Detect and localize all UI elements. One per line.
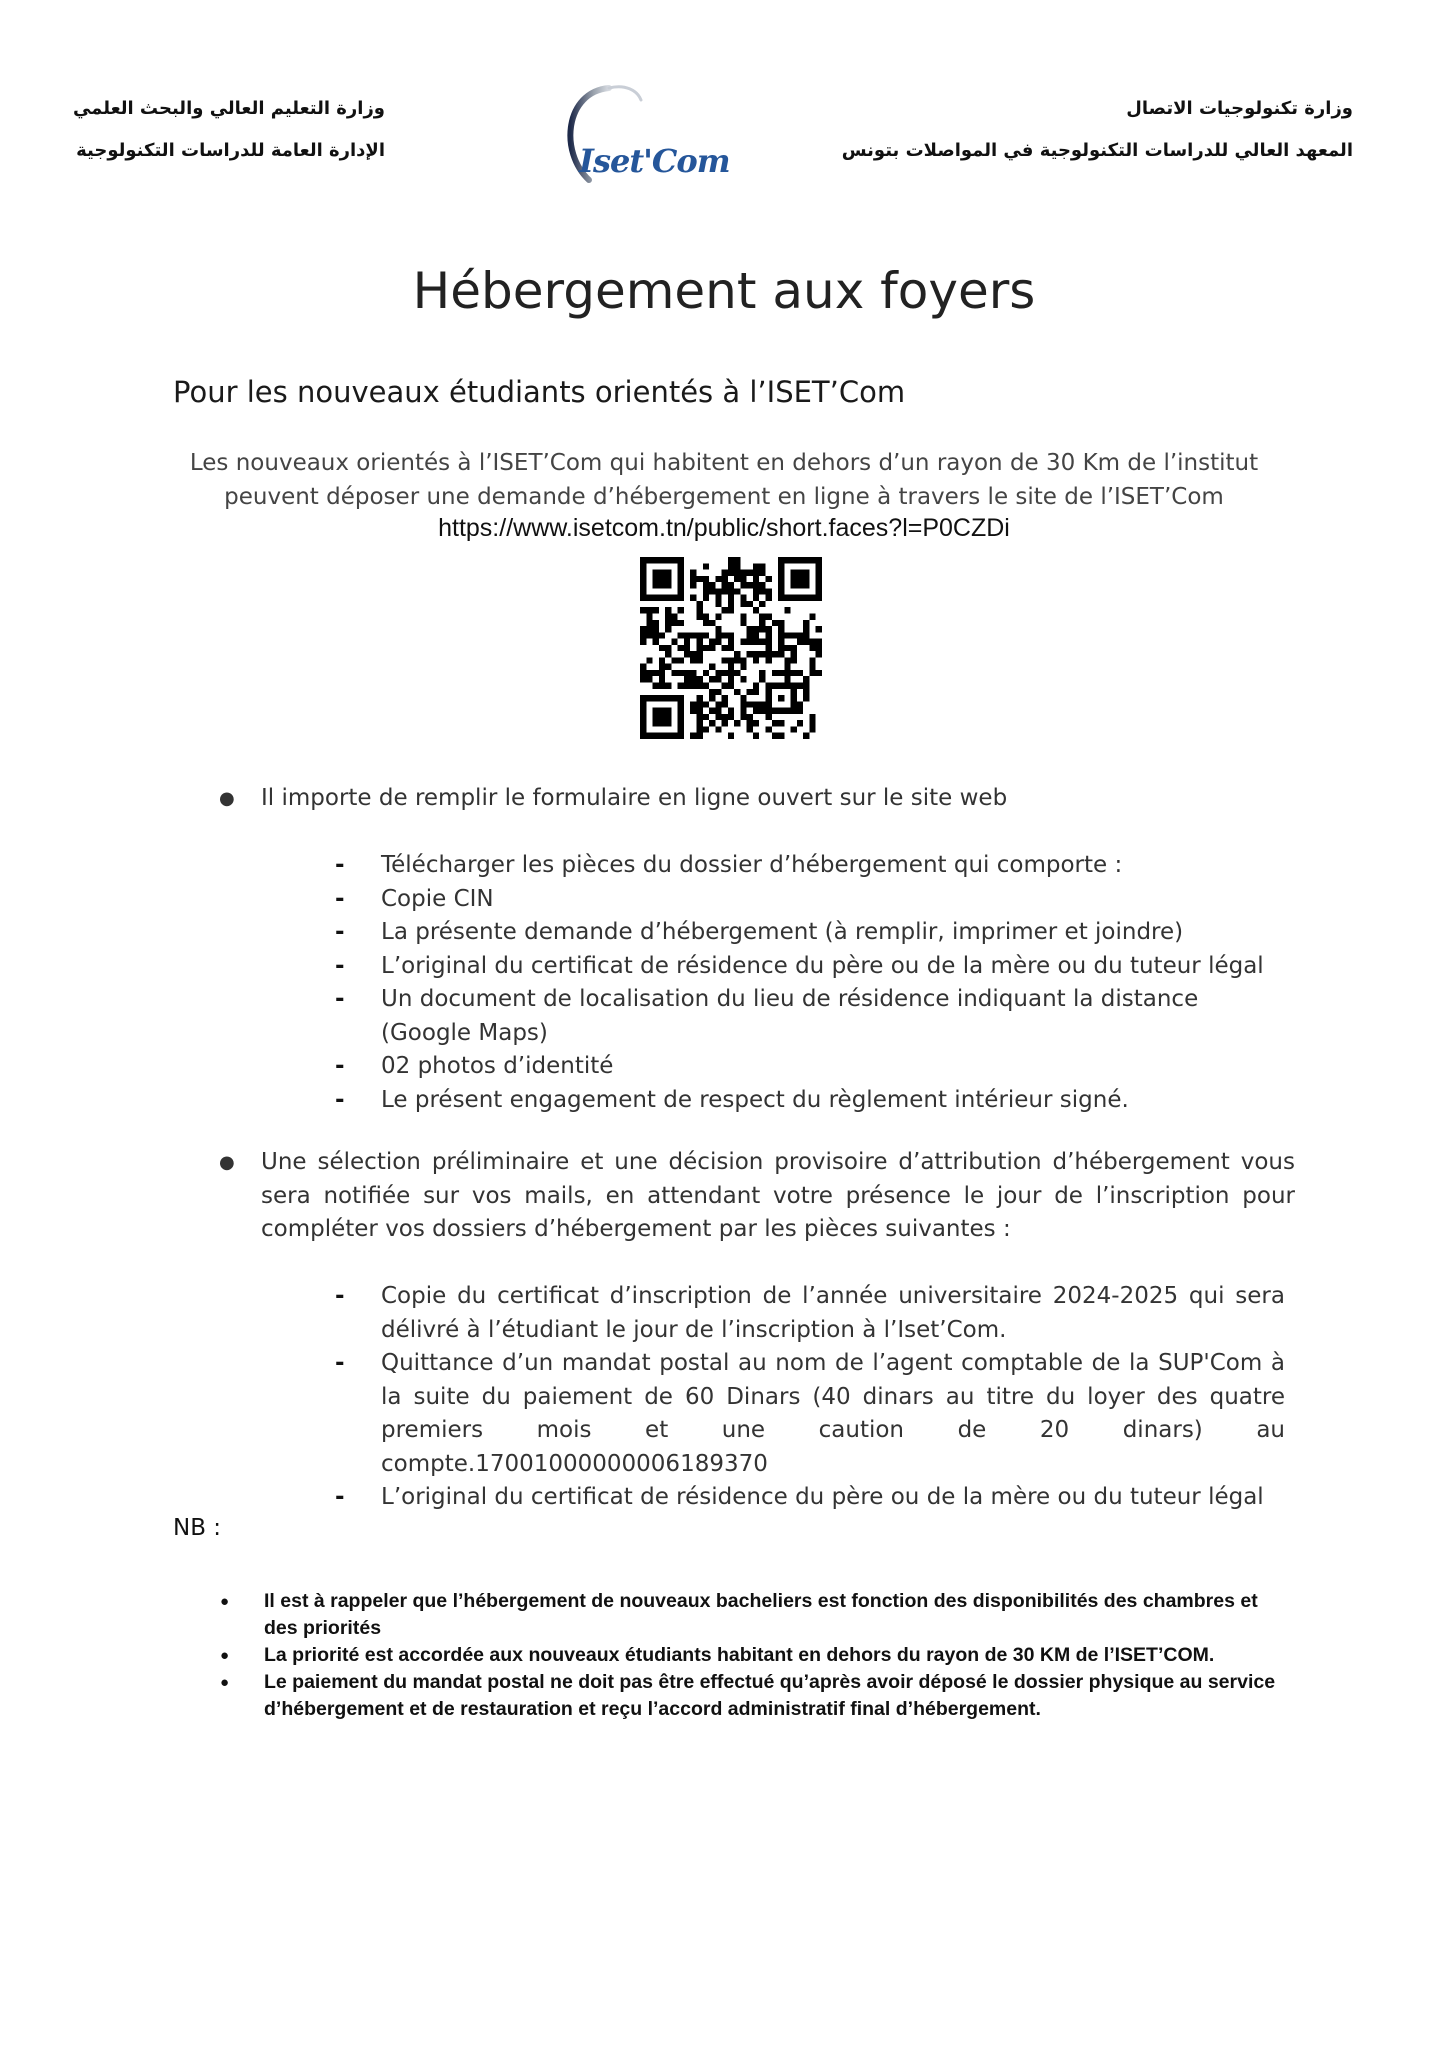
- additional-documents-list: [335, 1280, 1285, 1515]
- list-item-text: La présente demande d’hébergement (à remplir, imprimer et joindre): [381, 919, 1184, 945]
- institute-name: المعهد العالي للدراسات التكنولوجية في المواصلات بتونس: [841, 140, 1353, 161]
- list-item: [335, 916, 1285, 950]
- note-item: [218, 1642, 1278, 1669]
- isetcom-logo: [545, 82, 730, 188]
- higher-education-ministry: وزارة التعليم العالي والبحث العلمي: [72, 98, 385, 119]
- bullet-icon: ●: [219, 788, 235, 809]
- header-left-ministry: [55, 88, 385, 172]
- notes-list: [218, 1588, 1278, 1723]
- logo-text: Iset'Com: [579, 142, 730, 180]
- bullet-online-form: [215, 782, 1295, 816]
- list-item: [335, 1347, 1285, 1481]
- required-documents-list: [335, 849, 1285, 1117]
- section-subtitle: Pour les nouveaux étudiants orientés à l’ISET’Com: [173, 375, 906, 409]
- dash-icon: -: [335, 1484, 345, 1510]
- dash-icon: -: [335, 885, 345, 912]
- list-item: [335, 883, 1285, 917]
- note-text: Il est à rappeler que l’hébergement de nouveaux bacheliers est fonction des disponibilités des chambres et des priorités: [264, 1590, 1258, 1639]
- dash-icon: -: [335, 1350, 345, 1376]
- qr-code-icon[interactable]: [640, 557, 822, 739]
- note-item: [218, 1669, 1278, 1723]
- list-item: [335, 1084, 1285, 1118]
- dash-icon: -: [335, 1053, 345, 1079]
- bullet-icon: ●: [219, 1152, 235, 1173]
- list-item-text: Un document de localisation du lieu de résidence indiquant la distance (Google Maps): [381, 986, 1199, 1046]
- dash-icon: -: [335, 1283, 345, 1309]
- bullet-icon: ●: [220, 1593, 230, 1610]
- list-item-text: Copie du certificat d’inscription de l’année universitaire 2024-2025 qui sera délivré à l’étudiant le jour de l’inscription à l’Iset’Com.: [381, 1283, 1285, 1343]
- list-item: [335, 950, 1285, 984]
- list-item-text: Quittance d’un mandat postal au nom de l’agent comptable de la SUP'Com à la suite du paiement de 60 Dinars (40 dinars au titre du loyer des quatre premiers mois et une caution de 20 dinars) au compte.17001000000006189370: [381, 1350, 1285, 1477]
- dash-icon: -: [335, 952, 345, 979]
- note-item: [218, 1588, 1278, 1642]
- list-item-text: 02 photos d’identité: [381, 1053, 614, 1079]
- page-title: Hébergement aux foyers: [412, 262, 1036, 320]
- list-item: [335, 1280, 1285, 1347]
- dash-icon: -: [335, 919, 345, 945]
- ministry-name: وزارة تكنولوجيات الاتصال: [1126, 98, 1353, 119]
- list-item-text: L’original du certificat de résidence du père ou de la mère ou du tuteur légal: [381, 952, 1264, 979]
- dash-icon: -: [335, 986, 345, 1012]
- dash-icon: -: [335, 1086, 345, 1113]
- dash-icon: -: [335, 852, 345, 878]
- intro-paragraph: Les nouveaux orientés à l’ISET’Com qui habitent en dehors d’un rayon de 30 Km de l’institut peuvent déposer une demande d’hébergement en ligne à travers le site de l’ISET’Com: [189, 450, 1259, 510]
- bullet-text: Une sélection préliminaire et une décision provisoire d’attribution d’hébergement vous sera notifiée sur vos mails, en attendant votre présence le jour de l’inscription pour compléter vos dossiers d’hébergement par les pièces suivantes :: [261, 1149, 1295, 1242]
- registration-link[interactable]: https://www.isetcom.tn/public/short.faces?l=P0CZDi: [438, 514, 1010, 542]
- note-text: Le paiement du mandat postal ne doit pas être effectué qu’après avoir déposé le dossier physique au service d’hébergement et de restauration et reçu l’accord administratif final d’hébergement.: [264, 1671, 1276, 1720]
- list-item-text: Télécharger les pièces du dossier d’hébergement qui comporte :: [381, 852, 1123, 878]
- list-item-text: L’original du certificat de résidence du père ou de la mère ou du tuteur légal: [381, 1484, 1264, 1510]
- list-item: [335, 1481, 1285, 1515]
- bullet-icon: ●: [220, 1674, 230, 1691]
- bullet-text: Il importe de remplir le formulaire en ligne ouvert sur le site web: [261, 785, 1008, 811]
- header-right-ministry: [833, 88, 1353, 172]
- list-item: [335, 849, 1285, 883]
- list-item: [335, 983, 1285, 1050]
- bullet-icon: ●: [220, 1647, 230, 1664]
- bullet-preliminary-selection: [215, 1146, 1295, 1247]
- general-directorate: الإدارة العامة للدراسات التكنولوجية: [76, 140, 385, 161]
- note-text: La priorité est accordée aux nouveaux étudiants habitant en dehors du rayon de 30 KM de l’ISET’COM.: [264, 1644, 1215, 1666]
- list-item-text: Le présent engagement de respect du règlement intérieur signé.: [381, 1086, 1129, 1113]
- list-item: [335, 1050, 1285, 1084]
- list-item-text: Copie CIN: [381, 885, 494, 912]
- nb-label: NB :: [173, 1515, 222, 1541]
